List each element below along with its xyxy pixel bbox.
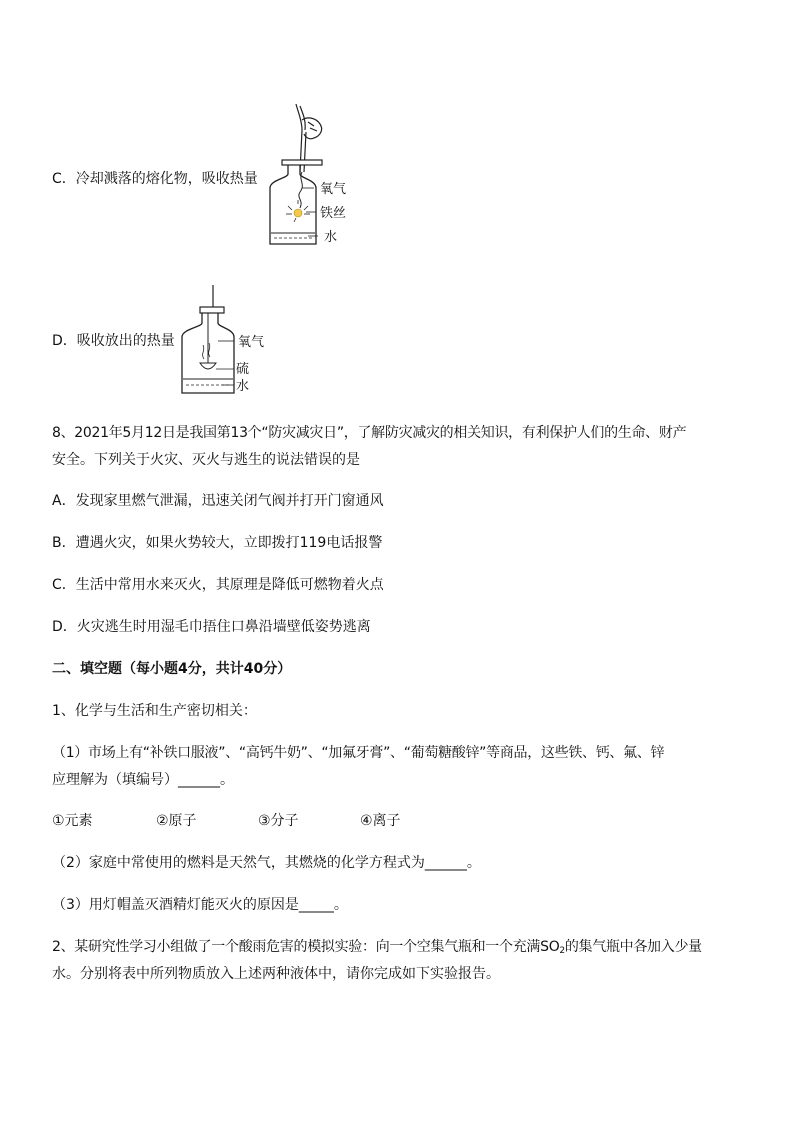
option-d-text: D．吸收放出的热量 [52, 333, 175, 349]
gas-bottle [270, 165, 316, 244]
choice-atom: ②原子 [156, 813, 197, 829]
choice-ion: ④离子 [360, 813, 401, 829]
choice-molecule: ③分子 [258, 813, 299, 829]
flame-smoke [203, 343, 210, 359]
iron-wire-oxygen-figure [262, 100, 372, 250]
question8-stem-line2: 安全。下列关于火灾、灭火与逃生的说法错误的是 [52, 452, 360, 468]
label-water-c: 水 [324, 230, 338, 245]
question1-part3: （3）用灯帽盖灭酒精灯能灭火的原因是_____。 [52, 897, 348, 913]
flame-glow [294, 209, 302, 217]
so2-subscript: 2 [559, 946, 565, 956]
label-oxygen-c: 氧气 [320, 182, 347, 197]
bottle-stopper [200, 307, 224, 313]
question1-part1-line2: 应理解为（填编号）______。 [52, 772, 234, 788]
choice-element: ①元素 [52, 813, 93, 829]
question2-line1-b: 的集气瓶中各加入少量 [564, 939, 702, 955]
question1-part2: （2）家庭中常使用的燃料是天然气，其燃烧的化学方程式为______。 [52, 855, 481, 871]
sulfur-oxygen-figure [172, 285, 282, 400]
question1-stem: 1、化学与生活和生产密切相关： [52, 703, 257, 719]
section2-title: 二、填空题（每小题4分，共计40分） [52, 661, 292, 677]
question2-line1-a: 2、某研究性学习小组做了一个酸雨危害的模拟实验：向一个空集气瓶和一个充满SO [52, 939, 560, 955]
label-water-d: 水 [236, 379, 250, 394]
bottle-lid [282, 160, 322, 165]
iron-wire [299, 172, 302, 208]
question8-stem-line1: 8、2021年5月12日是我国第13个“防灾减灾日”，了解防灾减灾的相关知识，有利保护人们的生命、财产 [52, 425, 687, 441]
combustion-spoon [200, 363, 216, 369]
label-iron-wire: 铁丝 [320, 206, 347, 221]
label-sulfur: 硫 [236, 362, 250, 377]
question8-option-b: B．遭遇火灾，如果火势较大，立即拨打119电话报警 [52, 535, 383, 551]
question2-line2: 水。分别将表中所列物质放入上述两种液体中，请你完成如下实验报告。 [52, 966, 500, 982]
question8-option-c: C．生活中常用水来灭火，其原理是降低可燃物着火点 [52, 577, 384, 593]
question1-part1-line1: （1）市场上有“补铁口服液”、“高钙牛奶”、“加氟牙膏”、“葡萄糖酸锌”等商品，这些铁、钙、氟、锌 [52, 745, 665, 761]
option-c-text: C．冷却溅落的熔化物，吸收热量 [52, 171, 258, 187]
question8-option-a: A．发现家里燃气泄漏，迅速关闭气阀并打开门窗通风 [52, 493, 384, 509]
label-oxygen-d: 氧气 [238, 335, 265, 350]
question2-line1 [52, 938, 702, 960]
question8-option-d: D．火灾逃生时用湿毛巾捂住口鼻沿墙壁低姿势逃离 [52, 619, 371, 635]
